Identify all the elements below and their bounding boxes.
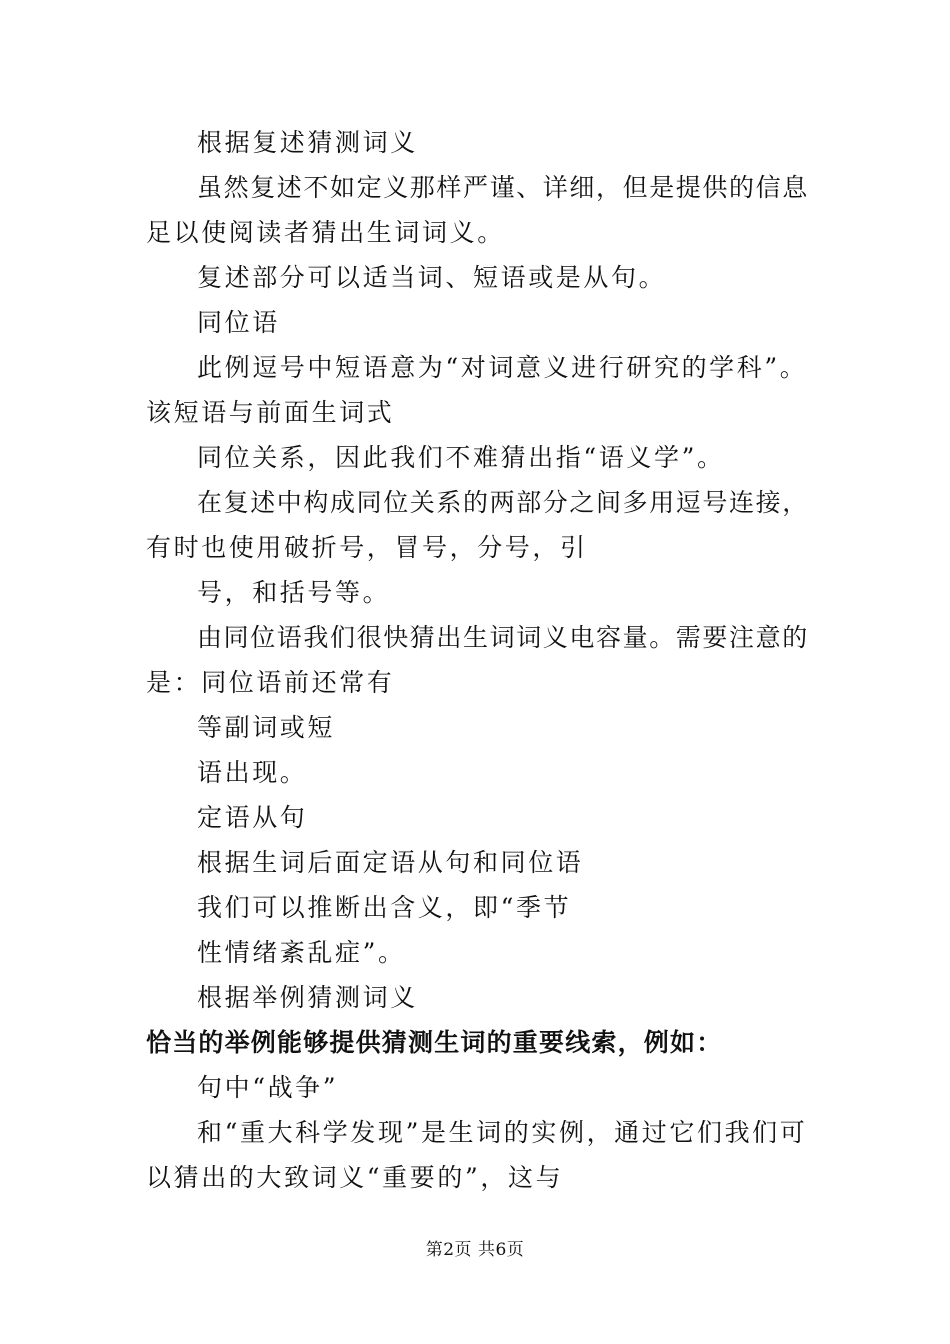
paragraph-line: 是：同位语前还常有 — [146, 668, 395, 697]
paragraph-line: 号，和括号等。 — [197, 578, 391, 607]
paragraph-line: 该短语与前面生词式 — [146, 398, 395, 427]
section-heading-attributive-clause: 定语从句 — [197, 803, 308, 832]
page-footer: 第2页 共6页 — [425, 1240, 525, 1260]
paragraph-line: 我们可以推断出含义，即“季节 — [197, 893, 572, 922]
paragraph-line: 语出现。 — [197, 758, 308, 787]
paragraph-line: 句中“战争” — [197, 1073, 339, 1102]
paragraph-line: 性情绪紊乱症”。 — [197, 938, 406, 967]
section-heading-examples: 根据举例猜测词义 — [197, 983, 418, 1012]
paragraph-line: 和“重大科学发现”是生词的实例，通过它们我们可 — [197, 1118, 808, 1147]
paragraph-line: 有时也使用破折号，冒号，分号，引 — [146, 533, 588, 562]
paragraph-line: 同位关系，因此我们不难猜出指“语义学”。 — [197, 443, 725, 472]
paragraph-line: 虽然复述不如定义那样严谨、详细，但是提供的信息 — [197, 173, 809, 202]
paragraph-line: 由同位语我们很快猜出生词词义电容量。需要注意的 — [197, 623, 809, 652]
paragraph-line: 复述部分可以适当词、短语或是从句。 — [197, 263, 667, 292]
paragraph-line: 在复述中构成同位关系的两部分之间多用逗号连接， — [197, 488, 809, 517]
paragraph-line: 等副词或短 — [197, 713, 336, 742]
paragraph-line: 足以使阅读者猜出生词词义。 — [146, 218, 505, 247]
paragraph-line: 根据生词后面定语从句和同位语 — [197, 848, 584, 877]
section-heading-appositive: 同位语 — [197, 308, 280, 337]
paragraph-line: 此例逗号中短语意为“对词意义进行研究的学科”。 — [197, 353, 808, 382]
bold-paragraph-line: 恰当的举例能够提供猜测生词的重要线索，例如： — [146, 1028, 723, 1057]
section-heading-restatement: 根据复述猜测词义 — [197, 128, 418, 157]
paragraph-line: 以猜出的大致词义“重要的”，这与 — [146, 1163, 564, 1192]
